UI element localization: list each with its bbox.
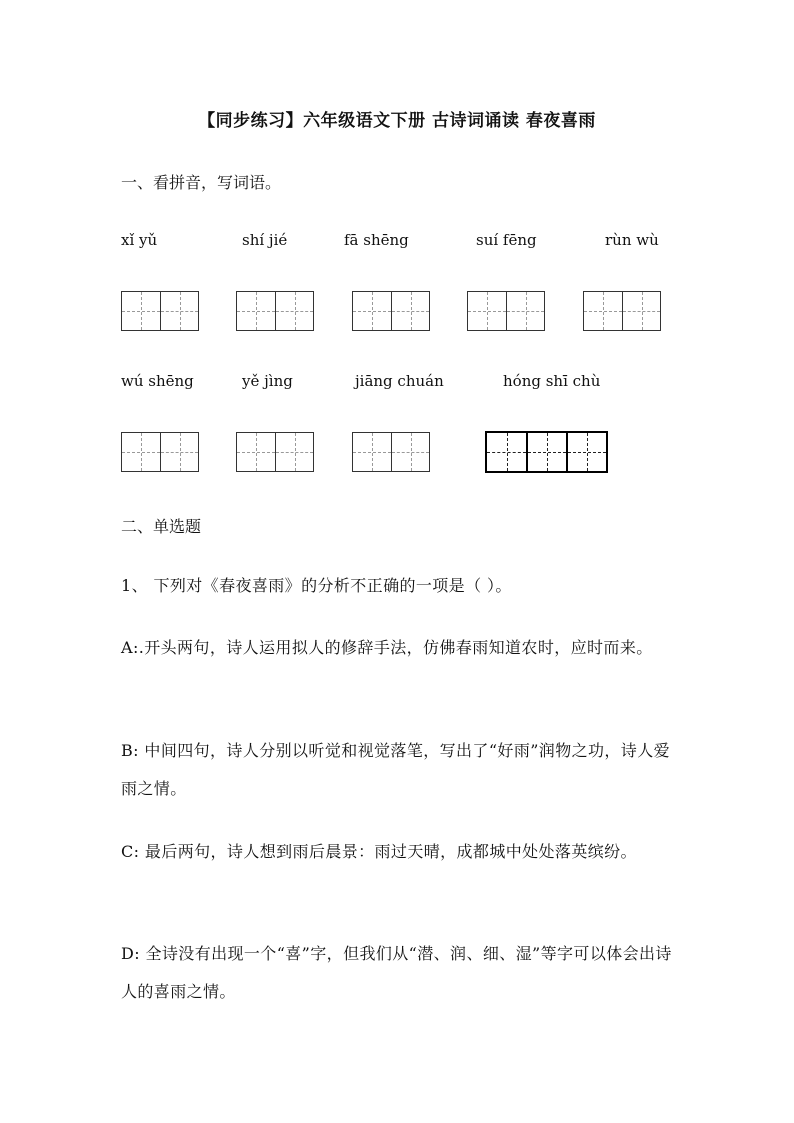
grid-cell[interactable]	[622, 292, 660, 330]
pinyin-label: suí fēng	[476, 231, 537, 249]
section-2-heading: 二、单选题	[121, 517, 202, 536]
grid-cell[interactable]	[391, 433, 429, 471]
grid-cell[interactable]	[566, 433, 606, 471]
grid-cell[interactable]	[122, 292, 160, 330]
writing-grid[interactable]	[236, 291, 314, 331]
writing-grid[interactable]	[352, 291, 430, 331]
grid-cell[interactable]	[506, 292, 544, 330]
option-b[interactable]: B: 中间四句，诗人分别以听觉和视觉落笔，写出了“好雨”润物之功，诗人爱雨之情。	[121, 741, 670, 798]
grid-cell[interactable]	[275, 433, 313, 471]
section-1-heading: 一、看拼音，写词语。	[121, 173, 282, 192]
grid-cell[interactable]	[487, 433, 526, 471]
option-d[interactable]: D: 全诗没有出现一个“喜”字，但我们从“潜、润、细、湿”等字可以体会出诗人的喜雨之情。	[121, 944, 672, 1001]
writing-grid[interactable]	[236, 432, 314, 472]
grid-cell[interactable]	[353, 433, 391, 471]
pinyin-label: fā shēng	[344, 231, 409, 249]
pinyin-label: jiāng chuán	[355, 372, 444, 390]
grid-cell[interactable]	[353, 292, 391, 330]
grid-cell[interactable]	[584, 292, 622, 330]
pinyin-label: wú shēng	[121, 372, 194, 390]
grid-cell[interactable]	[468, 292, 506, 330]
grid-cell[interactable]	[391, 292, 429, 330]
grid-cell[interactable]	[160, 292, 198, 330]
grid-cell[interactable]	[237, 292, 275, 330]
writing-grid[interactable]	[583, 291, 661, 331]
grid-cell[interactable]	[526, 433, 566, 471]
option-c[interactable]: C: 最后两句，诗人想到雨后晨景：雨过天晴，成都城中处处落英缤纷。	[121, 842, 637, 861]
grid-cell[interactable]	[275, 292, 313, 330]
writing-grid[interactable]	[467, 291, 545, 331]
pinyin-label: rùn wù	[605, 231, 659, 249]
pinyin-label: shí jié	[242, 231, 288, 249]
grid-cell[interactable]	[160, 433, 198, 471]
writing-grid[interactable]	[352, 432, 430, 472]
pinyin-label: xǐ yǔ	[121, 231, 158, 249]
pinyin-label: yě jìng	[242, 372, 293, 390]
writing-grid-three[interactable]	[485, 431, 608, 473]
grid-cell[interactable]	[237, 433, 275, 471]
writing-grid[interactable]	[121, 291, 199, 331]
page-title: 【同步练习】六年级语文下册 古诗词诵读 春夜喜雨	[198, 111, 596, 131]
pinyin-label: hóng shī chù	[503, 372, 601, 390]
grid-cell[interactable]	[122, 433, 160, 471]
writing-grid[interactable]	[121, 432, 199, 472]
question-1: 1、 下列对《春夜喜雨》的分析不正确的一项是（ ）。	[121, 576, 512, 595]
option-a[interactable]: A:.开头两句，诗人运用拟人的修辞手法，仿佛春雨知道农时，应时而来。	[121, 638, 653, 657]
